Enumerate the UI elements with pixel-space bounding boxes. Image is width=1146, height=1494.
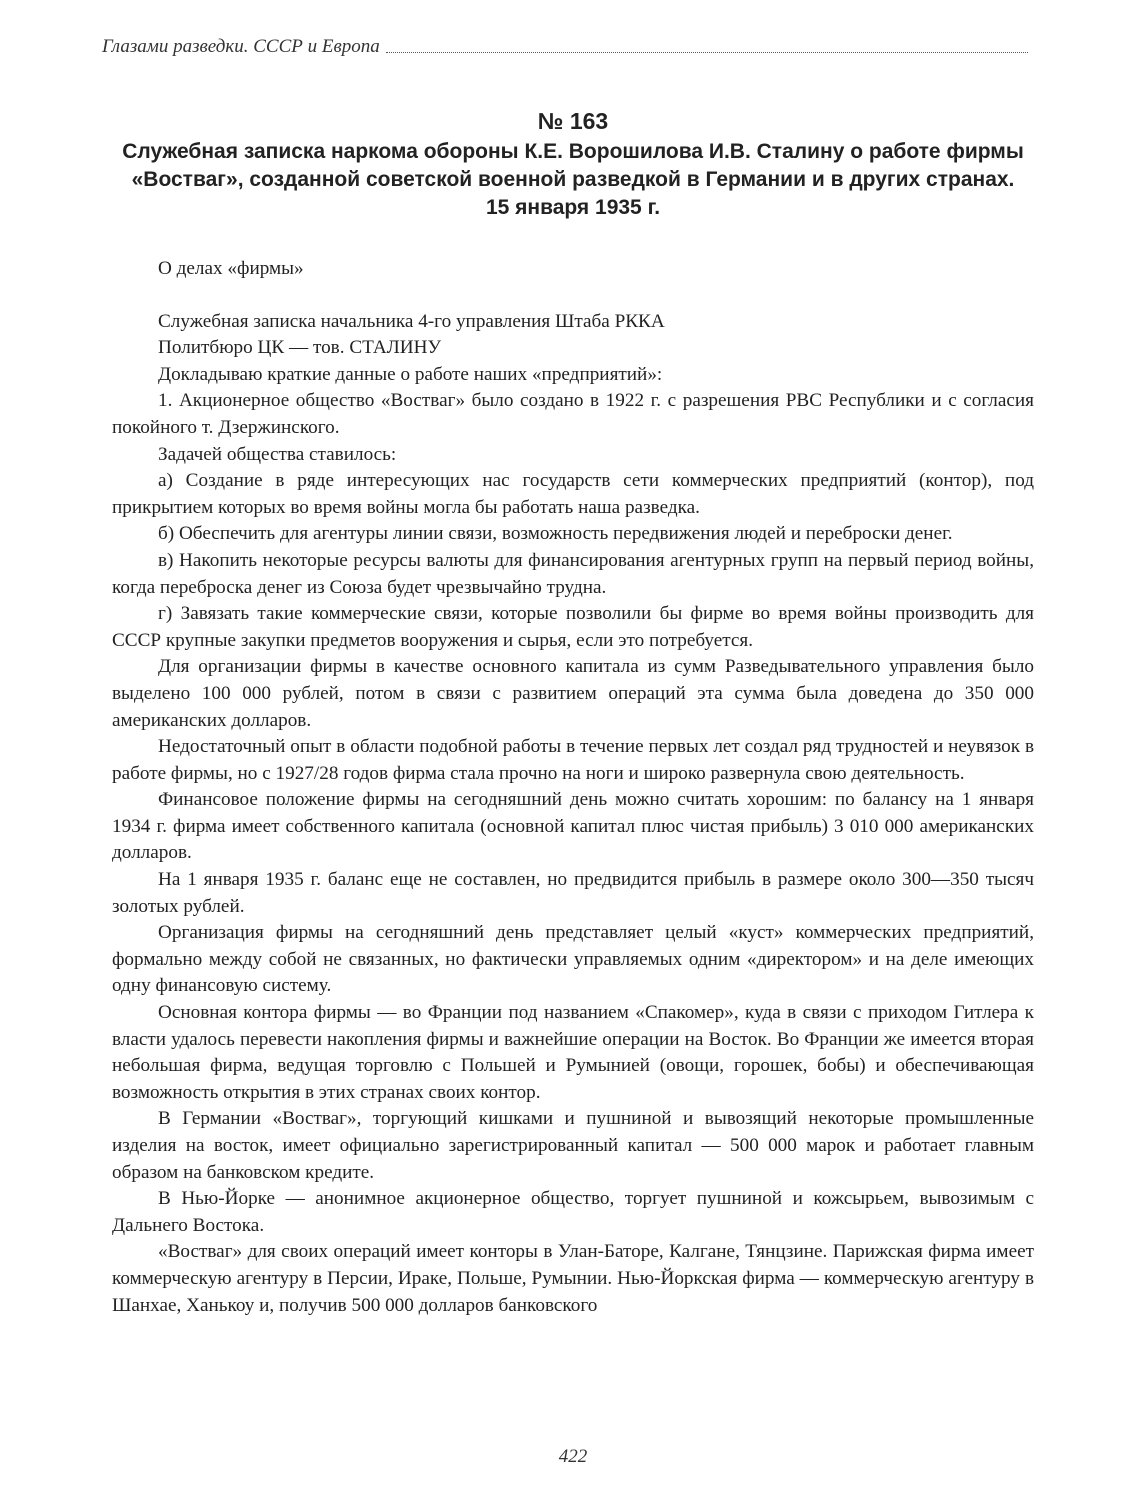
paragraph: в) Накопить некоторые ресурсы валюты для финансирования агентурных групп на первый период войны, когда переброска денег из Союза будет чрезвычайно трудна. [112,549,1034,598]
paragraph: 1. Акционерное общество «Востваг» было создано в 1922 г. с разрешения РВС Республики и с согласия покойного т. Дзержинского. [112,390,1034,438]
paragraph: Основная контора фирмы — во Франции под названием «Спакомер», куда в связи с приходом Гитлера к власти удалось перевести накопления фирмы и важнейшие операции на Восток. Во Франции же имеется вторая небольшая фирма, ведущая торговлю с Польшей и Румынией (овощи, горошек, бобы) и обеспечивающая возможность открытия в этих странах своих контор. [112,1002,1034,1103]
paragraph: Финансовое положение фирмы на сегодняшний день можно считать хорошим: по балансу на 1 января 1934 г. фирма имеет собственного капитала (основной капитал плюс чистая прибыль) 3 010 000 американских долларов. [112,789,1034,864]
paragraph-addressee: Политбюро ЦК — тов. СТАЛИНУ [158,337,442,359]
running-head-rule [386,52,1028,53]
paragraph: Недостаточный опыт в области подобной работы в течение первых лет создал ряд трудностей и неувязок в работе фирмы, но с 1927/28 годов фирма стала прочно на ноги и широко развернула свою деятельность. [112,736,1034,784]
document-title: Служебная записка наркома обороны К.Е. Ворошилова И.В. Сталину о работе фирмы «Востваг», созданной советской военной разведкой в Германии и в других странах. 15 января 1935 г. [122,140,1024,219]
paragraph: Организация фирмы на сегодняшний день представляет целый «куст» коммерческих предприятий, формально между собой не связанных, но фактически управляемых одним «директором» и на деле имеющих одну финансовую систему. [112,922,1034,997]
paragraph: Для организации фирмы в качестве основного капитала из сумм Разведывательного управления было выделено 100 000 рублей, потом в связи с развитием операций эта сумма была доведена до 350 000 американских долларов. [112,656,1034,731]
paragraph: В Германии «Востваг», торгующий кишками и пушниной и вывозящий некоторые промышленные изделия на восток, имеет официально зарегистрированный капитал — 500 000 марок и работает главным образом на банковском кредите. [112,1108,1034,1183]
document-body [112,256,1034,1319]
paragraph: На 1 января 1935 г. баланс еще не составлен, но предвидится прибыль в размере около 300—350 тысяч золотых рублей. [112,869,1034,917]
paragraph: «Востваг» для своих операций имеет конторы в Улан-Баторе, Калгане, Тянцзине. Парижская фирма имеет коммерческую агентуру в Персии, Ираке, Польше, Румынии. Нью-Йоркская фирма — коммерческую агентуру в Шанхае, Ханькоу и, получив 500 000 долларов банковского [112,1241,1034,1316]
paragraph-heading: Служебная записка начальника 4-го управления Штаба РККА [158,310,665,332]
paragraph: В Нью-Йорке — анонимное акционерное общество, торгует пушниной и кожсырьем, вывозимым с Дальнего Востока. [112,1188,1034,1236]
paragraph-subject: О делах «фирмы» [158,258,304,279]
running-head [102,36,1028,58]
paragraph: б) Обеспечить для агентуры линии связи, возможность передвижения людей и переброски денег. [158,523,953,545]
running-head-title: Глазами разведки. СССР и Европа [102,36,380,57]
paragraph: Докладываю краткие данные о работе наших «предприятий»: [158,363,663,385]
paragraph: Задачей общества ставилось: [158,443,397,465]
page-number: 422 [558,1446,588,1467]
paragraph: а) Создание в ряде интересующих нас государств сети коммерческих предприятий (контор), под прикрытием которых во время войны могла бы работать наша разведка. [112,470,1034,518]
paragraph: г) Завязать такие коммерческие связи, которые позволили бы фирме во время войны производить для СССР крупные закупки предметов вооружения и сырья, если это потребуется. [112,603,1034,651]
document-number: № 163 [537,108,609,134]
